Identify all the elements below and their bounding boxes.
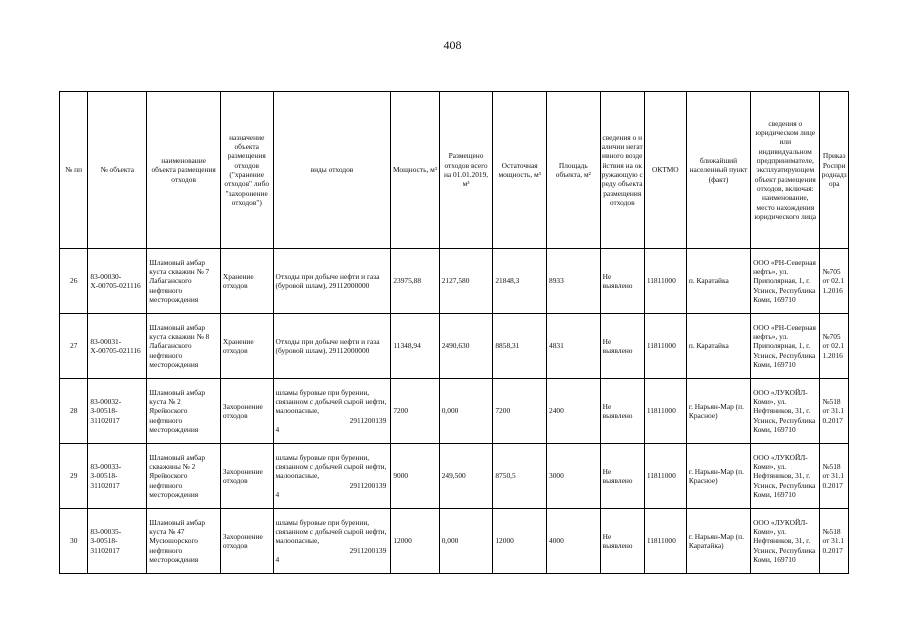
operator: ООО «РН-Северная нефть», ул. Приполярная, 1, г. Усинск, Республика Коми, 169710 <box>751 314 820 379</box>
capacity: 11348,94 <box>391 314 439 379</box>
impact: Не выявлено <box>600 379 644 444</box>
object-id: 83-00031-Х-00705-021116 <box>88 314 147 379</box>
placed: 0,000 <box>439 509 493 574</box>
waste-types <box>273 249 391 314</box>
header-area: Площадь объекта, м² <box>547 92 601 249</box>
header-order: Приказ Росприроднадзора <box>820 92 849 249</box>
waste-code-suffix: 4 <box>275 424 280 434</box>
remaining: 21848,3 <box>493 249 547 314</box>
waste-code: 29112000000 <box>328 281 370 290</box>
impact: Не выявлено <box>600 444 644 509</box>
oktmo: 11811000 <box>644 509 686 574</box>
row-number: 28 <box>60 379 88 444</box>
placed: 0,000 <box>439 379 493 444</box>
area: 3000 <box>547 444 601 509</box>
waste-description: шламы буровые при бурении, связанном с добычей сырой нефти, малоопасные, <box>275 387 387 416</box>
object-purpose: Хранение отходов <box>220 249 273 314</box>
settlement: г. Нарьян-Мар (п. Каратайка) <box>686 509 750 574</box>
remaining: 8858,31 <box>493 314 547 379</box>
area: 8933 <box>547 249 601 314</box>
capacity: 23975,88 <box>391 249 439 314</box>
order: №518 от 31.10.2017 <box>820 444 849 509</box>
settlement: г. Нарьян-Мар (п. Красное) <box>686 444 750 509</box>
operator: ООО «ЛУКОЙЛ-Коми», ул. Нефтяников, 31, г. Усинск, Республика Коми, 169710 <box>751 509 820 574</box>
object-name: Шламовый амбар куста № 2 Ярейюского нефтяного месторождения <box>147 379 221 444</box>
object-purpose: Захоронение отходов <box>220 379 273 444</box>
settlement: г. Нарьян-Мар (п. Красное) <box>686 379 750 444</box>
waste-facility-registry-table <box>59 91 849 574</box>
object-id: 83-00030-Х-00705-021116 <box>88 249 147 314</box>
object-id: 83-00035-З-00518-31102017 <box>88 509 147 574</box>
area: 4831 <box>547 314 601 379</box>
object-name: Шламовый амбар куста № 47 Мусюшорского нефтяного месторождения <box>147 509 221 574</box>
waste-description: Отходы при добыче нефти и газа (буровой шлам), <box>275 271 380 290</box>
oktmo: 11811000 <box>644 379 686 444</box>
waste-description: шламы буровые при бурении, связанном с добычей сырой нефти, малоопасные, <box>275 452 387 481</box>
header-operator: сведения о юридическом лице или индивидуальном предпринимателе, эксплуатирующем объект размещения отходов, включая: наименование, место нахождения юридического лица <box>751 92 820 249</box>
waste-code: 29112000000 <box>328 346 370 355</box>
table-row <box>60 314 849 379</box>
page-number: 408 <box>443 38 462 52</box>
header-purpose: назначение объекта размещения отходов ("хранение отходов" либо "захоронение отходов") <box>220 92 273 249</box>
table-header-row <box>60 92 849 249</box>
table-row <box>60 379 849 444</box>
object-name: Шламовый амбар куста скважин № 7 Лабаганского нефтяного месторождения <box>147 249 221 314</box>
header-settlement: ближайший населенный пункт (факт) <box>686 92 750 249</box>
order: №705 от 02.11.2016 <box>820 314 849 379</box>
object-purpose: Захоронение отходов <box>220 444 273 509</box>
settlement: п. Каратайка <box>686 249 750 314</box>
operator: ООО «ЛУКОЙЛ-Коми», ул. Нефтяников, 31, г. Усинск, Республика Коми, 169710 <box>751 379 820 444</box>
object-id: 83-00033-З-00518-31102017 <box>88 444 147 509</box>
waste-code-suffix: 4 <box>275 554 280 564</box>
oktmo: 11811000 <box>644 314 686 379</box>
waste-types <box>273 314 391 379</box>
object-purpose: Захоронение отходов <box>220 509 273 574</box>
settlement: п. Каратайка <box>686 314 750 379</box>
placed: 249,500 <box>439 444 493 509</box>
remaining: 12000 <box>493 509 547 574</box>
waste-code: 2911200139 <box>349 545 387 555</box>
impact: Не выявлено <box>600 509 644 574</box>
header-placed: Размещено отходов всего на 01.01.2019, м³ <box>439 92 493 249</box>
operator: ООО «РН-Северная нефть», ул. Приполярная, 1, г. Усинск, Республика Коми, 169710 <box>751 249 820 314</box>
oktmo: 11811000 <box>644 249 686 314</box>
row-number: 27 <box>60 314 88 379</box>
impact: Не выявлено <box>600 249 644 314</box>
area: 2400 <box>547 379 601 444</box>
area: 4000 <box>547 509 601 574</box>
capacity: 7200 <box>391 379 439 444</box>
table-row <box>60 444 849 509</box>
capacity: 9000 <box>391 444 439 509</box>
object-id: 83-00032-З-00518-31102017 <box>88 379 147 444</box>
remaining: 7200 <box>493 379 547 444</box>
waste-types <box>273 444 391 509</box>
capacity: 12000 <box>391 509 439 574</box>
row-number: 29 <box>60 444 88 509</box>
header-object-id: № объекта <box>88 92 147 249</box>
remaining: 8750,5 <box>493 444 547 509</box>
row-number: 30 <box>60 509 88 574</box>
header-capacity: Мощность, м³ <box>391 92 439 249</box>
object-name: Шламовый амбар куста скважин № 8 Лабаганского нефтяного месторождения <box>147 314 221 379</box>
table-row <box>60 509 849 574</box>
header-row-number: № пп <box>60 92 88 249</box>
row-number: 26 <box>60 249 88 314</box>
oktmo: 11811000 <box>644 444 686 509</box>
waste-code: 2911200139 <box>349 415 387 425</box>
header-oktmo: ОКТМО <box>644 92 686 249</box>
waste-description: шламы буровые при бурении, связанном с добычей сырой нефти, малоопасные, <box>275 517 387 546</box>
order: №705 от 02.11.2016 <box>820 249 849 314</box>
order: №518 от 31.10.2017 <box>820 509 849 574</box>
header-waste-types: виды отходов <box>273 92 391 249</box>
placed: 2127,580 <box>439 249 493 314</box>
header-object-name: наименование объекта размещения отходов <box>147 92 221 249</box>
waste-code-suffix: 4 <box>275 489 280 499</box>
order: №518 от 31.10.2017 <box>820 379 849 444</box>
header-remaining: Остаточная мощность, м³ <box>493 92 547 249</box>
waste-types <box>273 379 391 444</box>
object-name: Шламовый амбар скважины № 2 Ярейюского нефтяного месторождения <box>147 444 221 509</box>
impact: Не выявлено <box>600 314 644 379</box>
placed: 2490,630 <box>439 314 493 379</box>
waste-description: Отходы при добыче нефти и газа (буровой шлам), <box>275 336 380 355</box>
waste-types <box>273 509 391 574</box>
table-row <box>60 249 849 314</box>
object-purpose: Хранение отходов <box>220 314 273 379</box>
header-impact: сведения о наличии негативного воздействия на окружающую среду объекта размещения отходов <box>600 92 644 249</box>
waste-code: 2911200139 <box>349 480 387 490</box>
operator: ООО «ЛУКОЙЛ-Коми», ул. Нефтяников, 31, г. Усинск, Республика Коми, 169710 <box>751 444 820 509</box>
